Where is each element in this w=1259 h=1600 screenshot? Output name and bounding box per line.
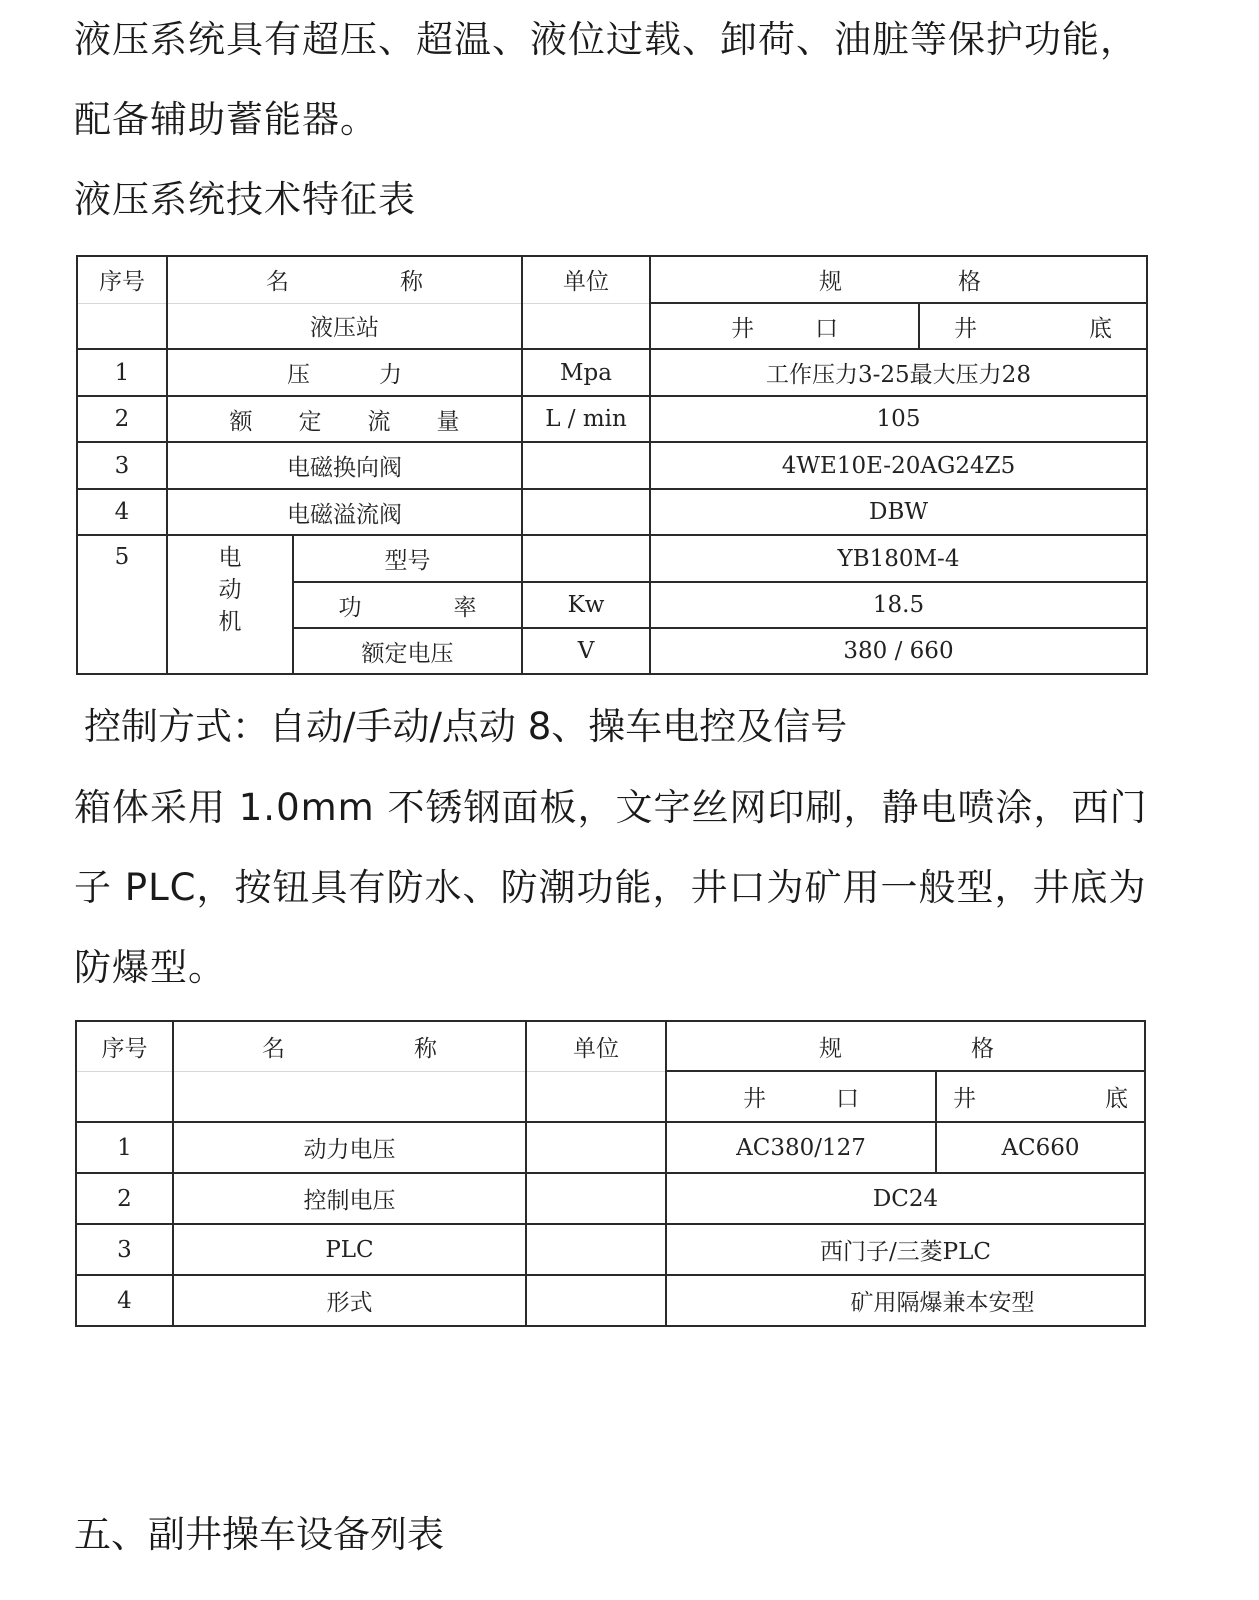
- header-spec: 规 格: [650, 256, 1147, 303]
- row-name: 压 力: [167, 349, 522, 396]
- motor-sub-spec: 18.5: [650, 582, 1147, 628]
- header-bottom: 井 底: [919, 303, 1147, 349]
- row-spec: 矿用隔爆兼本安型: [666, 1275, 1145, 1326]
- row-name: PLC: [173, 1224, 526, 1275]
- row-spec: DBW: [650, 489, 1147, 535]
- motor-sub-name: 型号: [293, 535, 522, 582]
- table-row: [76, 1122, 1145, 1173]
- row-no: 1: [76, 1122, 173, 1173]
- table-row: [77, 442, 1147, 489]
- header-spec: 规 格: [666, 1021, 1145, 1071]
- row-spec: 西门子/三菱PLC: [666, 1224, 1145, 1275]
- row-name: 控制电压: [173, 1173, 526, 1224]
- row-unit: [522, 489, 650, 535]
- row-spec: 105: [650, 396, 1147, 442]
- control-mode-line: 控制方式：自动/手动/点动 8、操车电控及信号: [84, 705, 848, 748]
- motor-sub-unit: Kw: [522, 582, 650, 628]
- row-unit: [526, 1122, 666, 1173]
- table-row: [76, 1173, 1145, 1224]
- electrical-spec-table: [75, 1020, 1146, 1327]
- header-name: 名 称: [173, 1021, 526, 1071]
- row-unit: Mpa: [522, 349, 650, 396]
- motor-sub-spec: YB180M-4: [650, 535, 1147, 582]
- header-bottom: 井 底: [936, 1071, 1145, 1122]
- row-unit: L / min: [522, 396, 650, 442]
- row-no: 2: [77, 396, 167, 442]
- row-spec: 工作压力3-25最大压力28: [650, 349, 1147, 396]
- row-wellhead: AC380/127: [666, 1122, 936, 1173]
- table-row: [76, 1275, 1145, 1326]
- table-row: [77, 535, 1147, 582]
- header-unit: 单位: [526, 1021, 666, 1071]
- table-row: [77, 489, 1147, 535]
- row-no: 2: [76, 1173, 173, 1224]
- table-row: [77, 349, 1147, 396]
- row-no: 5: [77, 535, 167, 674]
- intro-line-1: 液压系统具有超压、超温、液位过载、卸荷、油脏等保护功能，: [74, 18, 1138, 61]
- header-no: 序号: [77, 256, 167, 303]
- cabinet-line-3: 防爆型。: [74, 946, 226, 989]
- row-no: 3: [77, 442, 167, 489]
- row-unit: [526, 1173, 666, 1224]
- motor-group: 电动机: [167, 535, 293, 674]
- motor-sub-spec: 380 / 660: [650, 628, 1147, 674]
- row-no: 4: [77, 489, 167, 535]
- section-5-title: 五、副井操车设备列表: [74, 1513, 444, 1556]
- row-unit: [526, 1275, 666, 1326]
- header-unit: 单位: [522, 256, 650, 303]
- table-row: [77, 396, 1147, 442]
- motor-sub-name: 额定电压: [293, 628, 522, 674]
- intro-line-2: 配备辅助蓄能器。: [74, 98, 378, 141]
- motor-sub-unit: [522, 535, 650, 582]
- row-name: 形式: [173, 1275, 526, 1326]
- row-unit: [526, 1224, 666, 1275]
- row-no: 3: [76, 1224, 173, 1275]
- row-name: 额 定 流 量: [167, 396, 522, 442]
- row-spec: DC24: [666, 1173, 1145, 1224]
- motor-sub-name: 功 率: [293, 582, 522, 628]
- row-bottom: AC660: [936, 1122, 1145, 1173]
- row-name: 动力电压: [173, 1122, 526, 1173]
- row-no: 4: [76, 1275, 173, 1326]
- header-station: 液压站: [167, 303, 522, 349]
- cabinet-line-1: 箱体采用 1.0mm 不锈钢面板，文字丝网印刷，静电喷涂，西门: [74, 786, 1148, 829]
- hydraulic-spec-table: [76, 255, 1148, 675]
- header-wellhead: 井 口: [666, 1071, 936, 1122]
- table-row: [76, 1224, 1145, 1275]
- motor-sub-unit: V: [522, 628, 650, 674]
- table1-title: 液压系统技术特征表: [74, 178, 416, 221]
- row-unit: [522, 442, 650, 489]
- header-wellhead: 井 口: [650, 303, 919, 349]
- header-name: 名 称: [167, 256, 522, 303]
- row-name: 电磁溢流阀: [167, 489, 522, 535]
- header-no: 序号: [76, 1021, 173, 1071]
- row-name: 电磁换向阀: [167, 442, 522, 489]
- cabinet-line-2: 子 PLC，按钮具有防水、防潮功能，井口为矿用一般型，井底为: [74, 866, 1147, 909]
- row-no: 1: [77, 349, 167, 396]
- row-spec: 4WE10E-20AG24Z5: [650, 442, 1147, 489]
